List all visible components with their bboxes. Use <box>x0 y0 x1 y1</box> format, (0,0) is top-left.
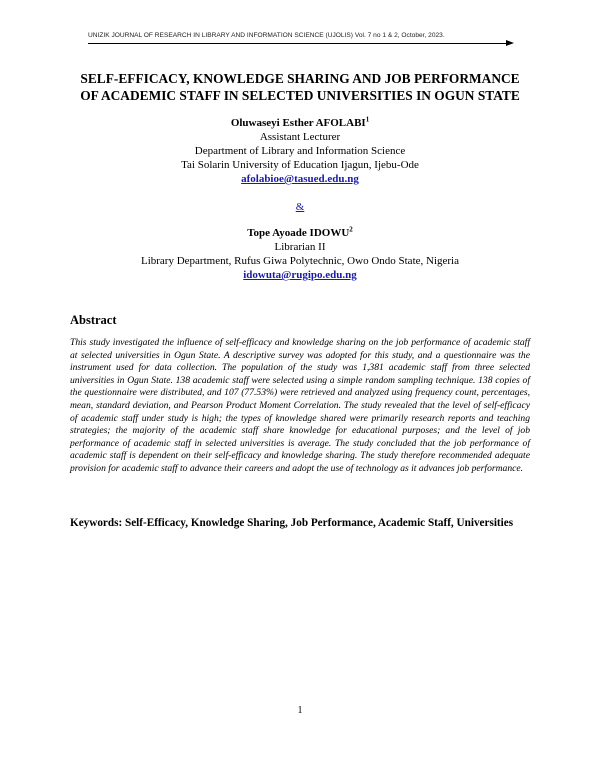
title-line-1: SELF-EFFICACY, KNOWLEDGE SHARING AND JOB PERFORMANCE <box>80 71 520 86</box>
abstract-heading: Abstract <box>70 313 117 327</box>
page-number: 1 <box>297 705 303 716</box>
author-2-name-line <box>60 226 540 240</box>
author-1-department: Department of Library and Information Science <box>194 145 406 157</box>
author-2-block <box>60 226 540 282</box>
author-2-name: Tope Ayoade IDOWU <box>247 227 350 239</box>
keywords: Keywords: Self-Efficacy, Knowledge Sharing, Job Performance, Academic Staff, Universities <box>70 517 514 529</box>
author-2-email-link[interactable]: idowuta@rugipo.edu.ng <box>243 269 357 281</box>
header-rule <box>88 43 508 44</box>
author-1-sup: 1 <box>365 115 370 124</box>
running-head: UNIZIK JOURNAL OF RESEARCH IN LIBRARY AND INFORMATION SCIENCE (UJOLIS) Vol. 7 no 1 & 2, October, 2023. <box>88 32 445 39</box>
author-1-position: Assistant Lecturer <box>259 131 341 143</box>
author-1-email-link[interactable]: afolabioe@tasued.edu.ng <box>241 173 359 185</box>
header-arrow-icon <box>506 40 514 46</box>
ampersand-link[interactable]: & <box>295 201 305 213</box>
author-1-block <box>60 116 540 186</box>
paper-title <box>60 70 540 104</box>
author-2-position: Librarian II <box>274 241 326 253</box>
author-1-institution: Tai Solarin University of Education Ijagun, Ijebu-Ode <box>181 159 419 171</box>
author-2-affiliation: Library Department, Rufus Giwa Polytechnic, Owo Ondo State, Nigeria <box>140 255 459 267</box>
title-line-2: OF ACADEMIC STAFF IN SELECTED UNIVERSITIES IN OGUN STATE <box>80 88 520 103</box>
author-2-sup: 2 <box>349 225 353 234</box>
author-1-name-line <box>60 116 540 130</box>
author-separator <box>60 200 540 214</box>
abstract-body: This study investigated the influence of self-efficacy and knowledge sharing on the job performance of academic staff at selected universities in Ogun State. A descriptive survey was adopted for this study, and a questionnaire was the instrument used for data collection. The population of the study was 1,381 academic staff from three selected universities in Ogun State. 138 academic staff were selected using a simple random sampling technique. 138 copies of the questionnaire were distributed, and 107 (77.53%) were retrieved and analyzed using frequency count, percentages, mean, standard deviation, and Pearson Product Moment Correlation. The study revealed that the level of self-efficacy of academic staff under study is high; the types of knowledge shared were primarily research reports and teaching strategies; the majority of the academic staff share knowledge for educational purposes; and the level of job performance of academic staff in selected universities is average. The study concluded that the job performance of academic staff is dependent on their self-efficacy and knowledge sharing. The study therefore recommended adequate provision for academic staff to advance their careers and adopt the use of technology as it advances job performance. <box>70 337 530 474</box>
author-1-name: Oluwaseyi Esther AFOLABI <box>230 117 366 129</box>
